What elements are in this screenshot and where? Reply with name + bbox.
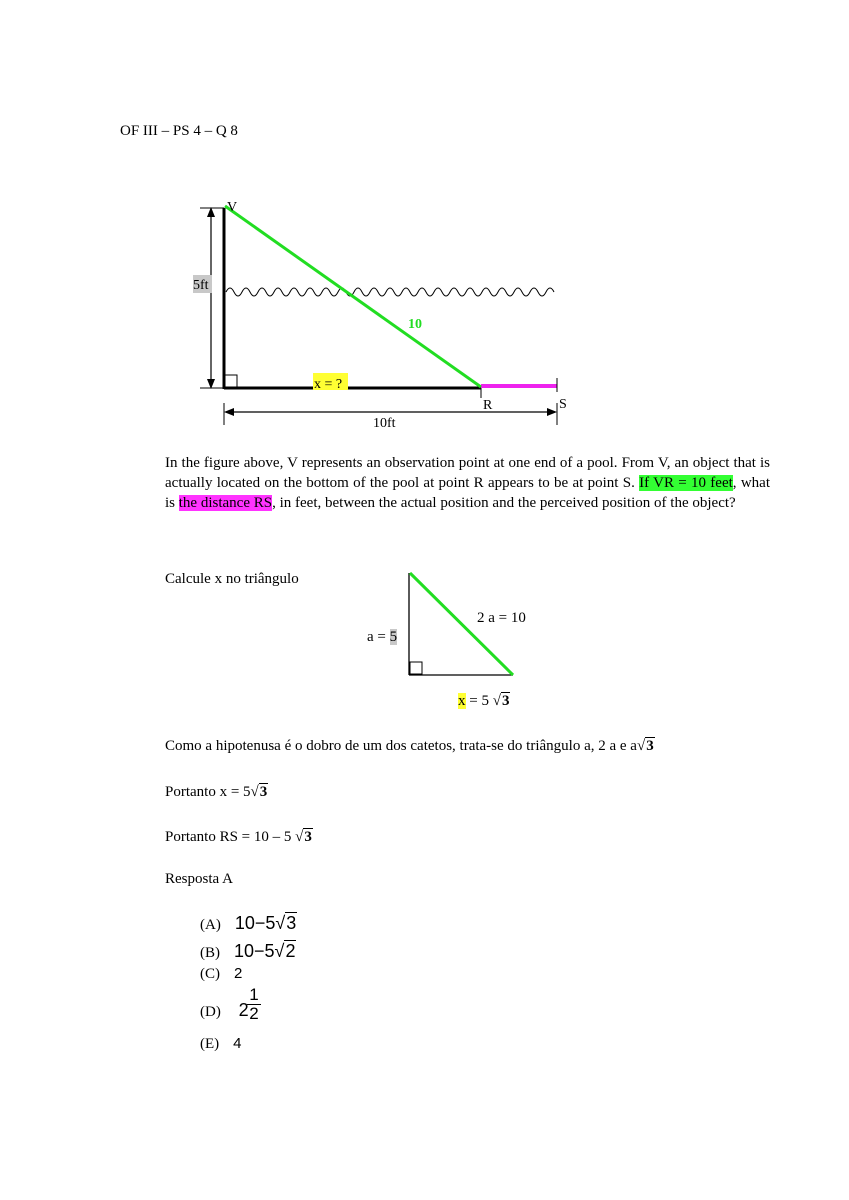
- water-surface: [226, 288, 554, 296]
- label-s: S: [559, 397, 567, 412]
- right-angle-marker: [225, 375, 237, 387]
- sqrt-symbol: √3: [492, 693, 510, 709]
- option-a: (A) 10−5√3: [200, 913, 297, 933]
- sqrt-symbol: √3: [636, 738, 654, 754]
- answer-line: Resposta A: [165, 871, 233, 887]
- label-5ft: 5ft: [193, 278, 209, 293]
- option-c: (C) 2: [200, 965, 243, 982]
- explanation-line-3: Portanto RS = 10 – 5 √3: [165, 829, 312, 845]
- sqrt-symbol: √3: [295, 829, 312, 845]
- vr-highlight: If VR = 10 feet: [639, 475, 733, 491]
- label-hypotenuse: 10: [408, 317, 422, 332]
- page-title: OF III – PS 4 – Q 8: [120, 123, 238, 139]
- calc-label-x: x = 5 √3: [458, 693, 510, 709]
- sqrt-symbol: √3: [250, 784, 268, 800]
- label-x: x = ?: [314, 377, 343, 392]
- explanation-line-2: Portanto x = 5√3: [165, 784, 268, 800]
- label-10ft: 10ft: [373, 416, 396, 431]
- option-b: (B) 10−5√2: [200, 941, 296, 961]
- fraction: 1 2: [247, 986, 261, 1023]
- problem-text: In the figure above, V represents an observation point at one end of a pool. From V, an object that is actually located on the bottom of the pool at point R appears to be at point S. If VR = 10 feet, what is the distance RS, in feet, between the actual position and the perceived position of the object?: [165, 455, 770, 511]
- calc-title: Calcule x no triângulo: [165, 571, 299, 587]
- pool-diagram: [0, 0, 849, 440]
- option-d: (D) 2: [200, 1000, 249, 1020]
- calc-label-a: a = 5: [367, 629, 398, 645]
- hypotenuse-vr: [225, 206, 481, 387]
- calc-right-angle: [410, 662, 422, 674]
- explanation-line-1: Como a hipotenusa é o dobro de um dos catetos, trata-se do triângulo a, 2 a e a√3: [165, 738, 654, 754]
- option-e: (E) 4: [200, 1035, 242, 1052]
- label-r: R: [483, 398, 493, 413]
- label-v: V: [227, 200, 238, 215]
- calc-triangle: [0, 560, 849, 720]
- calc-label-hyp: 2 a = 10: [477, 610, 526, 626]
- rs-highlight: the distance RS: [178, 495, 273, 511]
